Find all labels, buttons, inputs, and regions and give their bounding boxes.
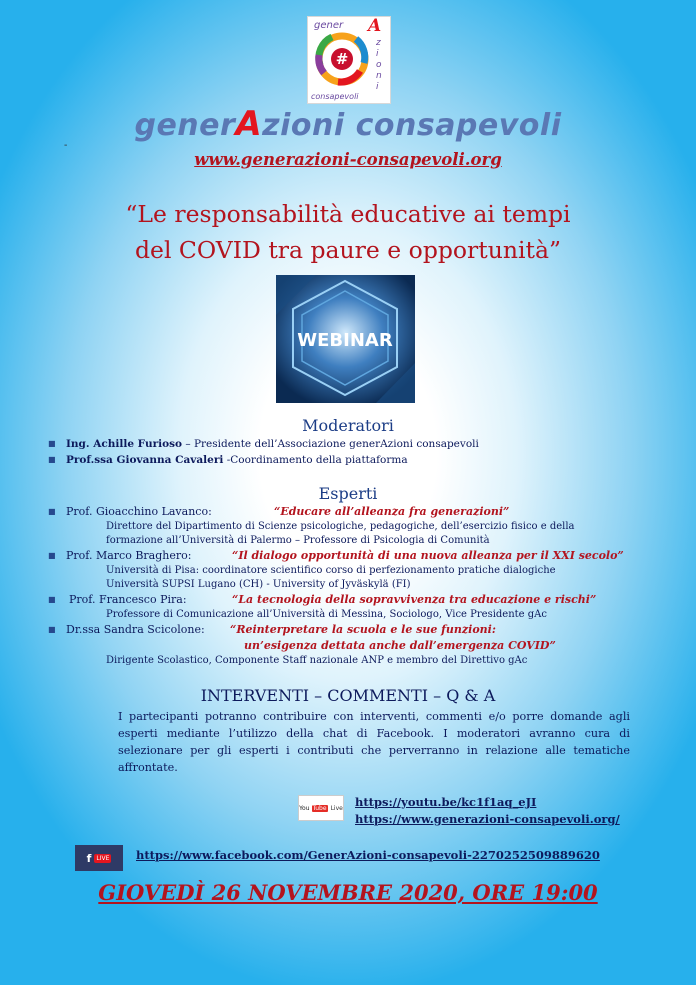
facebook-link[interactable]: https://www.facebook.com/GenerAzioni-consapevoli-2270252509889620: [136, 848, 600, 862]
expert-topic: “La tecnologia della sopravvivenza tra educazione e rischi”: [232, 593, 597, 606]
webinar-label: WEBINAR: [297, 330, 393, 351]
brand-part1: gener: [134, 108, 236, 143]
bullet-icon: ■: [48, 507, 56, 516]
expert-desc: Università di Pisa: coordinatore scientifico corso di perfezionamento pratiche dialogiche: [106, 565, 556, 576]
brand-accent-letter: A: [235, 104, 263, 144]
svg-text:A: A: [368, 17, 382, 36]
expert-name: Prof. Francesco Pira:: [69, 593, 187, 606]
expert-topic-cont: un’esigenza dettata anche dall’emergenza COVID”: [244, 639, 556, 652]
interventi-heading: INTERVENTI – COMMENTI – Q & A: [200, 686, 496, 705]
list-item: [48, 436, 658, 452]
experts-heading: Esperti: [318, 484, 378, 503]
facebook-live-label: LIVE: [96, 854, 110, 862]
bullet-icon: ■: [48, 455, 56, 464]
stray-mark: -: [64, 140, 68, 151]
website-link-secondary[interactable]: https://www.generazioni-consapevoli.org/: [355, 812, 620, 826]
moderators-heading: Moderatori: [302, 416, 394, 435]
moderator-name: Prof.ssa Giovanna Cavaleri: [66, 454, 224, 466]
bullet-icon: ■: [48, 595, 56, 604]
svg-text:o: o: [376, 60, 382, 70]
expert-row: [48, 592, 658, 608]
expert-row: [48, 622, 658, 638]
youtube-live-badge: [298, 795, 344, 821]
bullet-icon: ■: [48, 551, 56, 560]
moderator-role: -Coordinamento della piattaforma: [223, 454, 408, 466]
youtube-live-label: Live: [330, 804, 343, 812]
title-line-2: del COVID tra paure e opportunità”: [135, 236, 561, 264]
svg-text:i: i: [376, 82, 379, 92]
svg-text:#: #: [335, 50, 349, 68]
expert-desc: Università SUPSI Lugano (CH) - University of Jyväskylä (FI): [106, 579, 411, 590]
organization-logo: [307, 16, 391, 104]
facebook-icon: f: [86, 851, 92, 865]
expert-name: Dr.ssa Sandra Scicolone:: [66, 623, 205, 636]
facebook-live-badge: [75, 845, 123, 871]
expert-desc: Professore di Comunicazione all’Università di Messina, Sociologo, Vice Presidente gAc: [106, 609, 547, 620]
moderator-role: – Presidente dell’Associazione generAzioni consapevoli: [182, 438, 479, 450]
moderator-name: Ing. Achille Furioso: [66, 438, 183, 450]
youtube-icon: Tube: [312, 804, 327, 812]
svg-text:z: z: [376, 38, 381, 48]
event-date: GIOVEDÌ 26 NOVEMBRE 2020, ORE 19:00: [98, 880, 598, 905]
youtube-brand: You: [299, 804, 310, 812]
svg-text:i: i: [376, 49, 379, 59]
brand-name: [0, 104, 696, 144]
expert-row: [48, 504, 658, 520]
webinar-image: [276, 275, 415, 403]
moderators-list: [48, 436, 658, 468]
interventi-body: I partecipanti potranno contribuire con interventi, commenti e/o porre domande agli esperti mediante l’utilizzo della chat di Facebook. I moderatori avranno cura di selezionare per gli esperti i contributi che perverranno in relazione alle tematiche affrontate.: [118, 710, 630, 774]
experts-list: [48, 504, 658, 668]
expert-name: Prof. Marco Braghero:: [66, 549, 192, 562]
svg-text:n: n: [376, 71, 382, 81]
website-link[interactable]: www.generazioni-consapevoli.org: [194, 150, 502, 169]
bullet-icon: ■: [48, 625, 56, 634]
expert-topic: “Educare all’alleanza fra generazioni”: [274, 505, 510, 518]
expert-desc: formazione all’Università di Palermo – Professore di Psicologia di Comunità: [106, 535, 490, 546]
expert-topic: “Il dialogo opportunità di una nuova alleanza per il XXI secolo”: [232, 549, 624, 562]
expert-desc: Dirigente Scolastico, Componente Staff nazionale ANP e membro del Direttivo gAc: [106, 655, 528, 666]
expert-topic: “Reinterpretare la scuola e le sue funzioni:: [230, 623, 496, 636]
svg-text:gener: gener: [314, 20, 344, 31]
youtube-link[interactable]: https://youtu.be/kc1f1aq_eJI: [355, 795, 537, 809]
list-item: [48, 452, 658, 468]
expert-name: Prof. Gioacchino Lavanco:: [66, 505, 212, 518]
logo-graphic: [308, 17, 390, 103]
svg-text:consapevoli: consapevoli: [311, 92, 359, 101]
expert-desc: Direttore del Dipartimento di Scienze psicologiche, pedagogiche, dell’esercizio fisico e della: [106, 521, 575, 532]
title-line-1: “Le responsabilità educative ai tempi: [125, 200, 571, 228]
webinar-graphic: [276, 275, 415, 403]
brand-part2: zioni consapevoli: [262, 108, 562, 143]
expert-row: [48, 548, 658, 564]
bullet-icon: ■: [48, 439, 56, 448]
event-title: [0, 196, 696, 268]
